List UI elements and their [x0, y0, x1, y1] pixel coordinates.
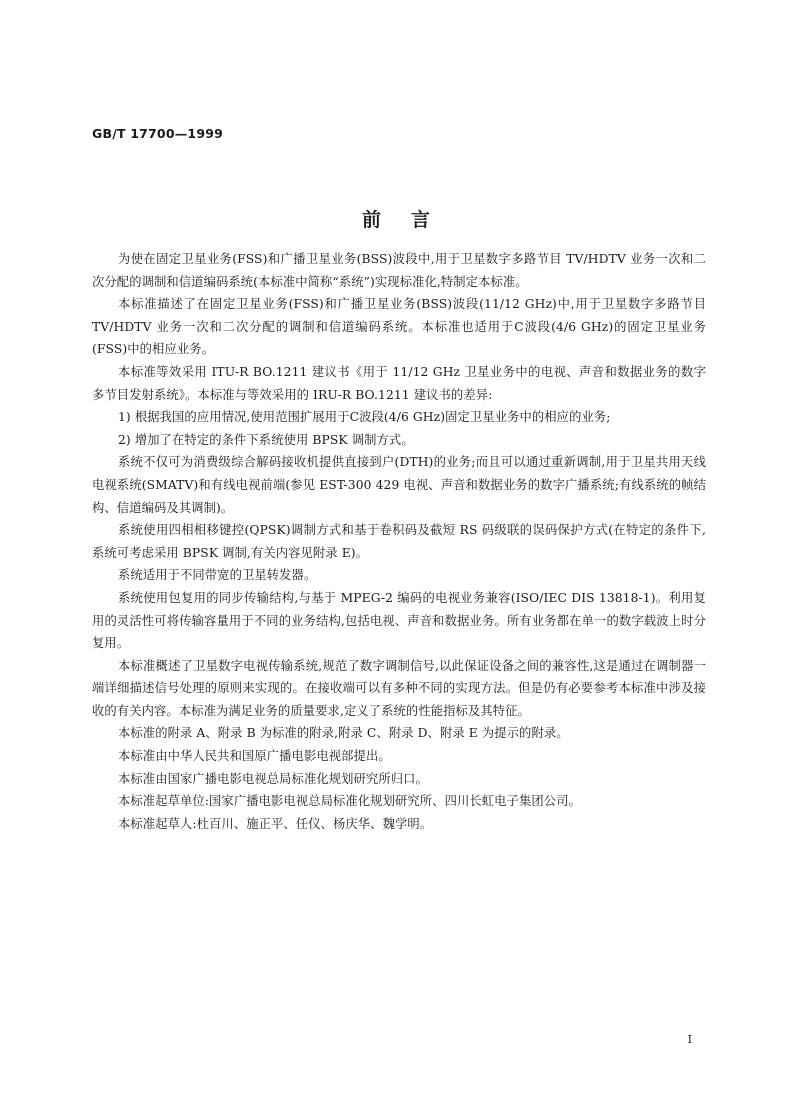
paragraph: 本标准起草单位:国家广播电影电视总局标准化规划研究所、四川长虹电子集团公司。 [118, 794, 581, 809]
paragraph: 本标准概述了卫星数字电视传输系统,规范了数字调制信号,以此保证设备之间的兼容性,这是通过在调制器一端详细描述信号处理的原则来实现的。在接收端可以有多种不同的实现方法。但是仍有必要参考本标准中涉及接收的有关内容。本标准为满足业务的质量要求,定义了系统的性能指标及其特征。 [92, 658, 706, 718]
document-body [92, 248, 706, 835]
list-item: 1) 根据我国的应用情况,使用范围扩展用于C波段(4/6 GHz)固定卫星业务中的相应的业务; [118, 410, 611, 425]
paragraph: 系统不仅可为消费级综合解码接收机提供直接到户(DTH)的业务;而且可以通过重新调制,用于卫星共用天线电视系统(SMATV)和有线电视前端(参见 EST-300 429 电视、声音和数据业务的数字广播系统;有线系统的帧结构、信道编码及其调制)。 [92, 455, 706, 515]
paragraph: 本标准描述了在固定卫星业务(FSS)和广播卫星业务(BSS)波段(11/12 GHz)中,用于卫星数字多路节目 TV/HDTV 业务一次和二次分配的调制和信道编码系统。本标准也适用于C波段(4/6 GHz)的固定卫星业务(FSS)中的相应业务。 [92, 297, 706, 357]
list-item: 2) 增加了在特定的条件下系统使用 BPSK 调制方式。 [118, 432, 414, 447]
standard-code: GB/T 17700—1999 [92, 126, 224, 141]
page-title: 前言 [361, 209, 460, 231]
page-number: I [687, 1033, 692, 1046]
paragraph: 为使在固定卫星业务(FSS)和广播卫星业务(BSS)波段中,用于卫星数字多路节目 TV/HDTV 业务一次和二次分配的调制和信道编码系统(本标准中简称“系统”)实现标准化,特制定本标准。 [92, 252, 706, 289]
paragraph: 本标准由国家广播电影电视总局标准化规划研究所归口。 [118, 771, 428, 786]
paragraph: 本标准起草人:杜百川、施正平、任仪、杨庆华、魏学明。 [118, 816, 433, 831]
paragraph: 本标准的附录 A、附录 B 为标准的附录,附录 C、附录 D、附录 E 为提示的附录。 [118, 726, 569, 741]
paragraph: 系统适用于不同带宽的卫星转发器。 [118, 568, 317, 583]
paragraph: 本标准等效采用 ITU-R BO.1211 建议书《用于 11/12 GHz 卫星业务中的电视、声音和数据业务的数字多节目发射系统》。本标准与等效采用的 IRU-R BO.1211 建议书的差异: [92, 364, 706, 402]
paragraph: 本标准由中华人民共和国原广播电影电视部提出。 [118, 749, 391, 764]
paragraph: 系统使用包复用的同步传输结构,与基于 MPEG-2 编码的电视业务兼容(ISO/IEC DIS 13818-1)。利用复用的灵活性可将传输容量用于不同的业务结构,包括电视、声音和数据业务。所有业务都在单一的数字载波上时分复用。 [92, 590, 706, 651]
paragraph: 系统使用四相相移键控(QPSK)调制方式和基于卷积码及截短 RS 码级联的误码保护方式(在特定的条件下,系统可考虑采用 BPSK 调制,有关内容见附录 E)。 [92, 523, 706, 560]
